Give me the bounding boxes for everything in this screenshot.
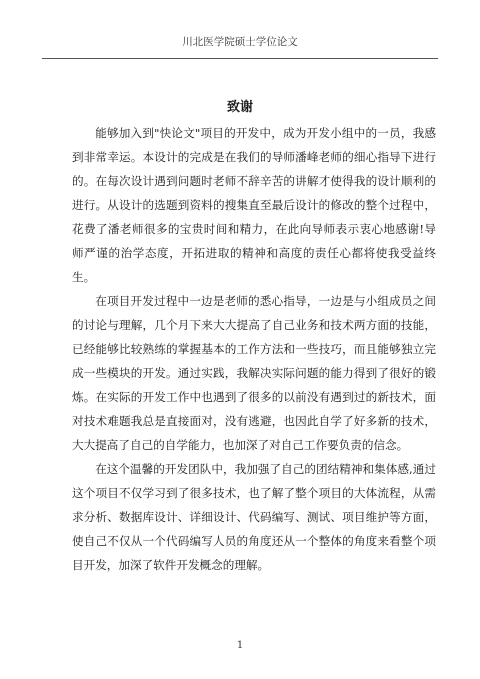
section-title: 致谢 xyxy=(226,100,253,115)
header-divider xyxy=(42,58,438,59)
paragraph: 在这个温馨的开发团队中，我加强了自己的团结精神和集体感,通过这个项目不仅学习到了很多技术，也了解了整个项目的大体流程，从需求分析、数据库设计、详细设计、代码编写、测试、项目维护等方面，使自己不仅从一个代码编写人员的角度还从一个整体的角度来看整个项目开发，加深了软件开发概念的理解。 xyxy=(72,462,436,572)
paragraph: 在项目开发过程中一边是老师的悉心指导，一边是与小组成员之间的讨论与理解，几个月下来大大提高了自己业务和技术两方面的技能，已经能够比较熟练的掌握基本的工作方法和一些技巧，而且能够独立完成一些模块的开发。通过实践，我解决实际问题的能力得到了很好的锻炼。在实际的开发工作中也遇到了很多的以前没有遇到过的新技术，面对技术难题我总是直接面对，没有逃避，也因此自学了好多新的技术，大大提高了自己的自学能力，也加深了对自己工作要负责的信念。 xyxy=(72,294,436,452)
running-header: 川北医学院硕士学位论文 xyxy=(182,36,298,48)
page-number: 1 xyxy=(236,640,244,651)
paragraph: 能够加入到"快论文"项目的开发中，成为开发小组中的一员，我感到非常幸运。本设计的完成是在我们的导师潘峰老师的细心指导下进行的。在每次设计遇到问题时老师不辞辛苦的讲解才使得我的设计顺利的进行。从设计的选题到资料的搜集直至最后设计的修改的整个过程中，花费了潘老师很多的宝贵时间和精力，在此向导师表示衷心地感谢!导师严谨的治学态度，开拓进取的精神和高度的责任心都将使我受益终生。 xyxy=(72,126,436,284)
body-text xyxy=(72,121,436,577)
